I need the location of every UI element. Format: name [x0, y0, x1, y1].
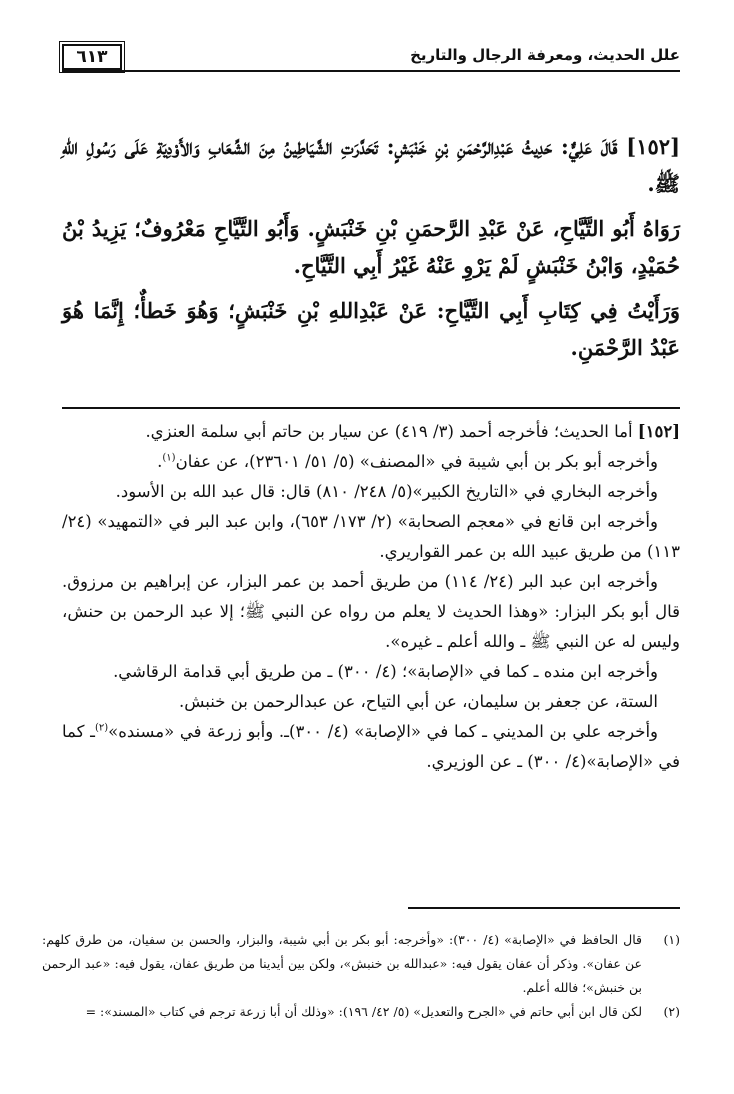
main-paragraph-1: [62, 128, 680, 202]
footnote-text: لكن قال ابن أبي حاتم في «الجرح والتعديل» (٥/ ٤٢/ ١٩٦): «وذلك أن أبا زرعة ترجم في كتاب «المسند»: =: [85, 1004, 642, 1019]
commentary-paragraph-3: وأخرجه البخاري في «التاريخ الكبير»(٥/ ٢٤٨/ ٨١٠) قال: قال عبد الله بن الأسود.: [115, 482, 658, 501]
commentary: [62, 417, 680, 777]
footnotes: [42, 928, 680, 1024]
commentary-paragraph-7: الستة، عن جعفر بن سليمان، عن أبي التياح، عن عبدالرحمن بن خنبش.: [178, 692, 658, 711]
footnote-2: [42, 1000, 680, 1024]
commentary-paragraph-4: وأخرجه ابن قانع في «معجم الصحابة» (٢/ ١٧٣/ ٦٥٣)، وابن عبد البر في «التمهيد» (٢٤/ ١١٣) من طريق عبيد الله بن عمر القواريري.: [62, 512, 680, 561]
header-rule: [62, 70, 680, 72]
commentary-paragraph-6: وأخرجه ابن منده ـ كما في «الإصابة»؛ (٤/ ٣٠٠) ـ من طريق أبي قدامة الرقاشي.: [113, 662, 658, 681]
footnote-ref-2[interactable]: (٢): [94, 722, 109, 734]
commentary-paragraph-2: [62, 447, 680, 477]
main-text: [62, 128, 680, 374]
commentary-paragraph-1: [62, 417, 680, 447]
entry-number: [١٥٢]: [626, 134, 680, 159]
main-paragraph-3: وَرَأَيْتُ فِي كِتَابِ أَبِي التَّيَّاحِ: عَنْ عَبْدِاللهِ بْنِ خَنْبَشٍ؛ وَهُوَ خَطأٌ؛ إِنَّمَا هُوَ عَبْدُ الرَّحْمَنِ.: [62, 298, 680, 360]
commentary-entry-number: [١٥٢]: [637, 422, 680, 441]
footnote-divider: [408, 907, 680, 909]
main-paragraph-1-text: قَالَ عَلِيٌّ: حَدِيثُ عَبْدِالرَّحْمَنِ بْنِ خَنْبَشٍ: تَحَدَّرَتِ الشَّيَاطِينُ مِنَ الشِّعَابِ وَالأَوْدِيَةِ عَلَى رَسُولِ اللهِ ﷺ.: [62, 134, 680, 196]
footnote-text: قال الحافظ في «الإصابة» (٤/ ٣٠٠): «وأخرجه: أبو بكر بن أبي شيبة، والبزار، والحسن بن سفيان، من طرق كلهم: عن عفان». وذكر أن عفان يقول فيه: «عبدالله بن خنبش»، ولكن بين أيدينا من طريق عفان، يقول فيه: «عبد الرحمن بن خنبش»؛ فالله أعلم.: [42, 932, 642, 995]
commentary-paragraph-5: وأخرجه ابن عبد البر (٢٤/ ١١٤) من طريق أحمد بن عمر البزار، عن إبراهيم بن مرزوق. قال أبو بكر البزار: «وهذا الحديث لا يعلم من رواه عن النبي ﷺ؛ إلا عبد الرحمن بن حنش، وليس له عن النبي ﷺ ـ والله أعلم ـ غيره».: [62, 572, 680, 651]
commentary-paragraph-1-text: أما الحديث؛ فأخرجه أحمد (٣/ ٤١٩) عن سيار بن حاتم أبي سلمة العنزي.: [145, 422, 633, 441]
main-paragraph-2: رَوَاهُ أَبُو التَّيَّاحِ، عَنْ عَبْدِ الرَّحمَنِ بْنِ خَنْبَشٍ. وَأَبُو التَّيَّاحِ مَعْرُوفٌ؛ يَزِيدُ بْنُ حُمَيْدٍ، وَابْنُ خَنْبَشٍ لَمْ يَرْوِ عَنْهُ غَيْرُ أَبِي التَّيَّاحِ.: [62, 216, 680, 278]
commentary-paragraph-8: [62, 717, 680, 777]
page-header: [62, 40, 680, 74]
page-number: ٦١٣: [62, 44, 122, 70]
footnote-number: (٢): [663, 1004, 680, 1019]
commentary-paragraph-8-text: وأخرجه علي بن المديني ـ كما في «الإصابة» (٤/ ٣٠٠)ـ. وأبو زرعة في «مسنده»: [108, 722, 658, 741]
section-divider: [62, 407, 680, 409]
footnote-1: [42, 928, 680, 1000]
commentary-paragraph-8-end: ـ كما في «الإصابة»(٤/ ٣٠٠) ـ عن الوزيري.: [62, 722, 680, 771]
commentary-paragraph-2-text: وأخرجه أبو بكر بن أبي شيبة في «المصنف» (٥/ ٥١/ ٢٣٦٠١)، عن عفان: [175, 452, 658, 471]
running-title: علل الحديث، ومعرفة الرجال والتاريخ: [410, 46, 680, 64]
commentary-paragraph-2-end: .: [157, 452, 163, 471]
footnote-number: (١): [663, 932, 680, 947]
footnote-ref-1[interactable]: (١): [162, 452, 176, 464]
